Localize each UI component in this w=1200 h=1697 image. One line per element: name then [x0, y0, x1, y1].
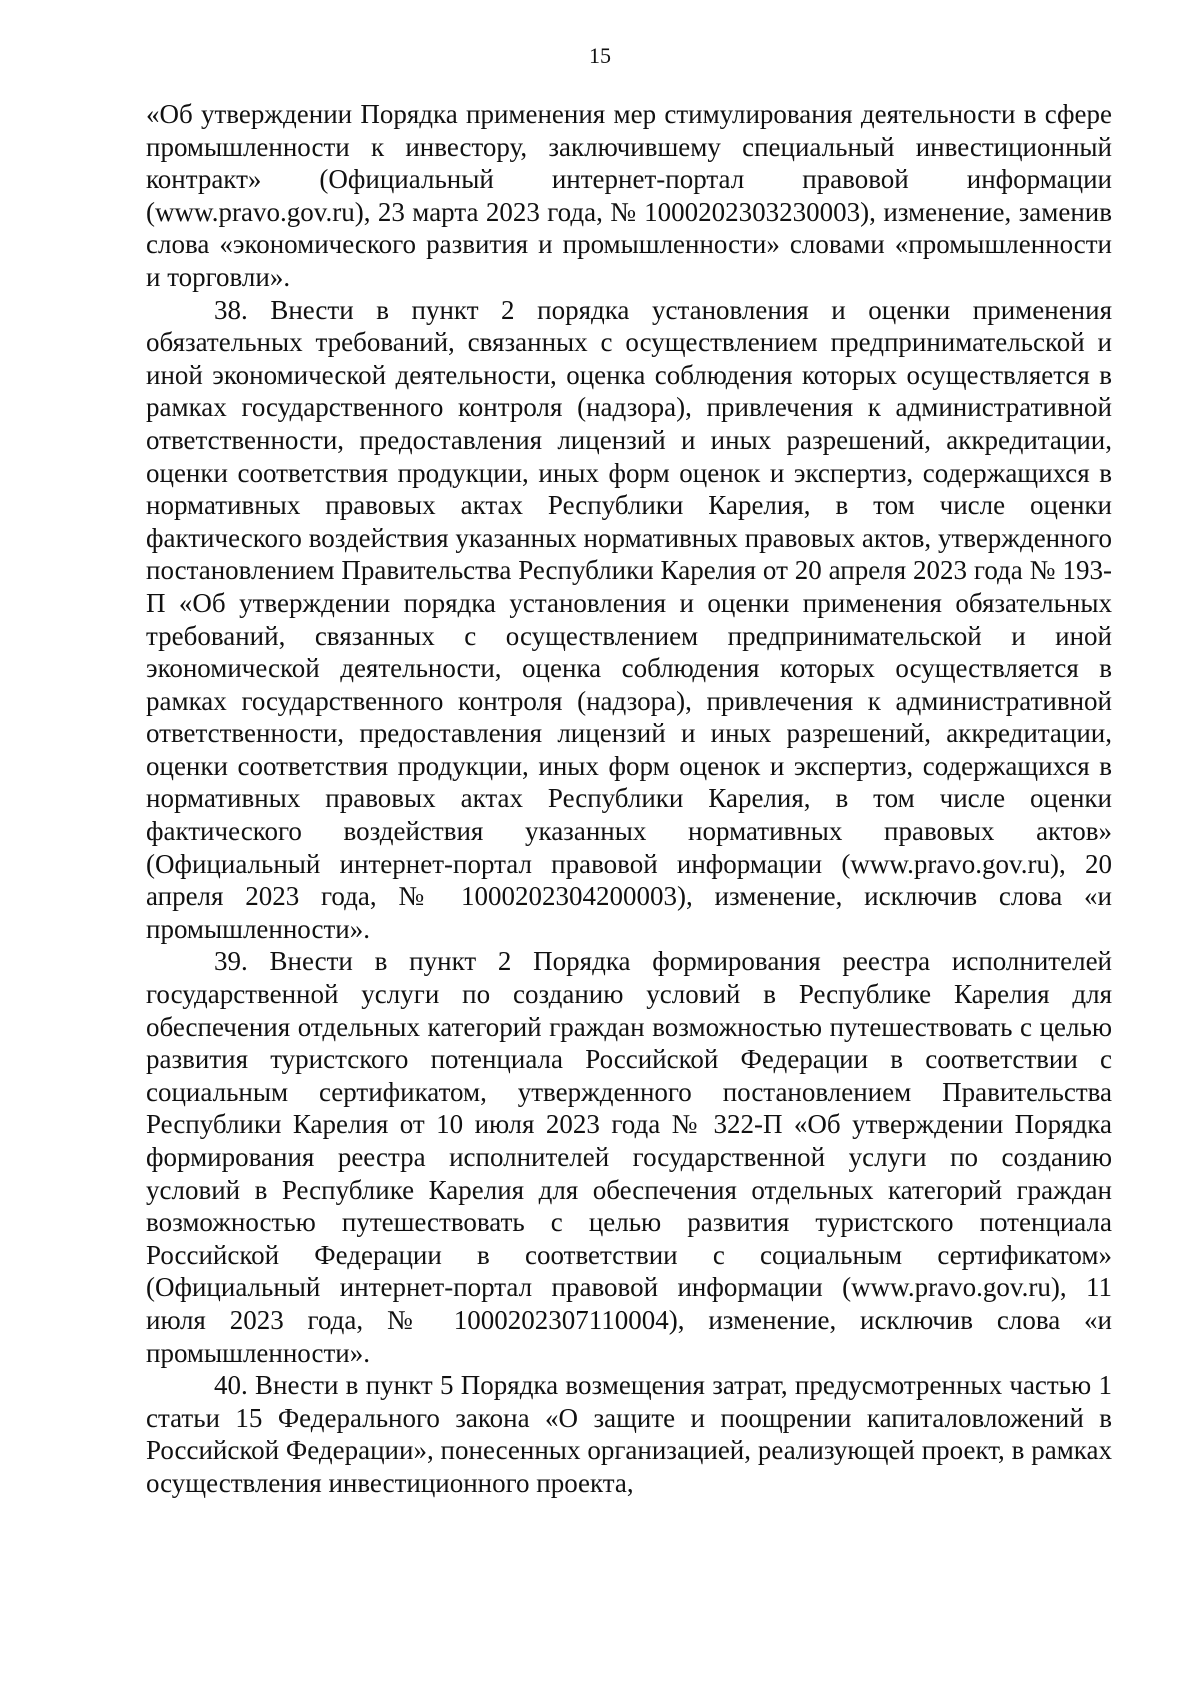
paragraph-item-40: 40. Внести в пункт 5 Порядка возмещения затрат, предусмотренных частью 1 статьи 15 Федерального закона «О защите и поощрении капиталовложений в Российской Федерации», понесенных организацией, реализующей проект, в рамках осуществления инвестиционного проекта,: [146, 1370, 1112, 1498]
paragraph-item-38: 38. Внести в пункт 2 порядка установления и оценки применения обязательных требований, связанных с осуществлением предпринимательской и иной экономической деятельности, оценка соблюдения которых осуществляется в рамках государственного контроля (надзора), привлечения к административной ответственности, предоставления лицензий и иных разрешений, аккредитации, оценки соответствия продукции, иных форм оценок и экспертиз, содержащихся в нормативных правовых актах Республики Карелия, в том числе оценки фактического воздействия указанных нормативных правовых актов, утвержденного постановлением Правительства Республики Карелия от 20 апреля 2023 года № 193-П «Об утверждении порядка установления и оценки применения обязательных требований, связанных с осуществлением предпринимательской и иной экономической деятельности, оценка соблюдения которых осуществляется в рамках государственного контроля (надзора), привлечения к административной ответственности, предоставления лицензий и иных разрешений, аккредитации, оценки соответствия продукции, иных форм оценок и экспертиз, содержащихся в нормативных правовых актах Республики Карелия, в том числе оценки фактического воздействия указанных нормативных правовых актов» (Официальный интернет-портал правовой информации (www.pravo.gov.ru), 20 апреля 2023 года, № 1000202304200003), изменение, исключив слова «и промышленности».: [146, 294, 1112, 944]
document-body: [146, 98, 1112, 1500]
paragraph-continuation: «Об утверждении Порядка применения мер стимулирования деятельности в сфере промышленности к инвестору, заключившему специальный инвестиционный контракт» (Официальный интернет-портал правовой информации (www.pravo.gov.ru), 23 марта 2023 года, № 1000202303230003), изменение, заменив слова «экономического развития и промышленности» словами «промышленности и торговли».: [146, 99, 1112, 292]
paragraph-item-39: 39. Внести в пункт 2 Порядка формирования реестра исполнителей государственной услуги по созданию условий в Республике Карелия для обеспечения отдельных категорий граждан возможностью путешествовать с целью развития туристского потенциала Российской Федерации в соответствии с социальным сертификатом, утвержденного постановлением Правительства Республики Карелия от 10 июля 2023 года № 322-П «Об утверждении Порядка формирования реестра исполнителей государственной услуги по созданию условий в Республике Карелия для обеспечения отдельных категорий граждан возможностью путешествовать с целью развития туристского потенциала Российской Федерации в соответствии с социальным сертификатом» (Официальный интернет-портал правовой информации (www.pravo.gov.ru), 11 июля 2023 года, № 1000202307110004), изменение, исключив слова «и промышленности».: [146, 946, 1112, 1368]
page-number: 15: [589, 43, 611, 68]
